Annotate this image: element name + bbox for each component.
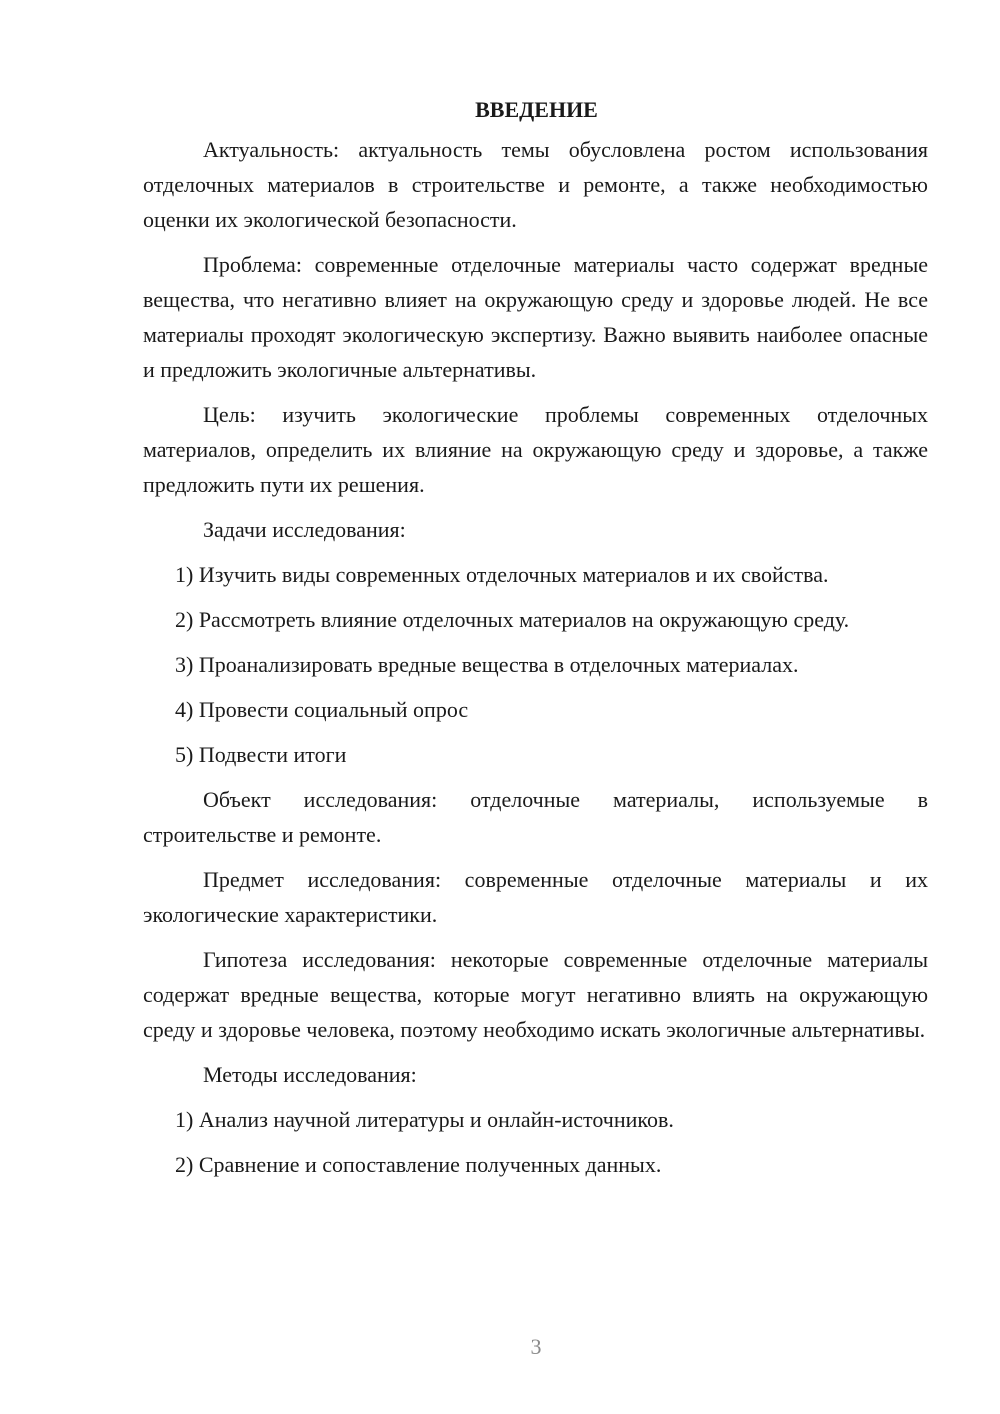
relevance-paragraph: Актуальность: актуальность темы обусловлена ростом использования отделочных материалов в строительстве и ремонте, а также необходимостью оценки их экологической безопасности. <box>143 137 928 232</box>
document-page <box>143 92 928 1192</box>
page-title: ВВЕДЕНИЕ <box>475 97 598 122</box>
task-item-3: 3) Проанализировать вредные вещества в отделочных материалах. <box>175 652 799 677</box>
methods-heading: Методы исследования: <box>203 1062 417 1087</box>
page-number: 3 <box>530 1334 542 1359</box>
task-item-4: 4) Провести социальный опрос <box>175 697 469 722</box>
task-item-2: 2) Рассмотреть влияние отделочных материалов на окружающую среду. <box>175 607 850 632</box>
tasks-heading: Задачи исследования: <box>203 517 406 542</box>
subject-paragraph: Предмет исследования: современные отделочные материалы и их экологические характеристики. <box>143 867 928 927</box>
goal-paragraph: Цель: изучить экологические проблемы современных отделочных материалов, определить их влияние на окружающую среду и здоровье, а также предложить пути их решения. <box>143 402 928 497</box>
hypothesis-paragraph: Гипотеза исследования: некоторые современные отделочные материалы содержат вредные вещества, которые могут негативно влиять на окружающую среду и здоровье человека, поэтому необходимо искать экологичные альтернативы. <box>143 947 928 1042</box>
object-paragraph: Объект исследования: отделочные материалы, используемые в строительстве и ремонте. <box>143 787 928 847</box>
task-item-1: 1) Изучить виды современных отделочных материалов и их свойства. <box>175 562 829 587</box>
task-item-5: 5) Подвести итоги <box>175 742 347 767</box>
problem-paragraph: Проблема: современные отделочные материалы часто содержат вредные вещества, что негативно влияет на окружающую среду и здоровье людей. Не все материалы проходят экологическую экспертизу. Важно выявить наиболее опасные и предложить экологичные альтернативы. <box>143 252 928 382</box>
method-item-2: 2) Сравнение и сопоставление полученных данных. <box>175 1152 662 1177</box>
method-item-1: 1) Анализ научной литературы и онлайн-источников. <box>175 1107 674 1132</box>
